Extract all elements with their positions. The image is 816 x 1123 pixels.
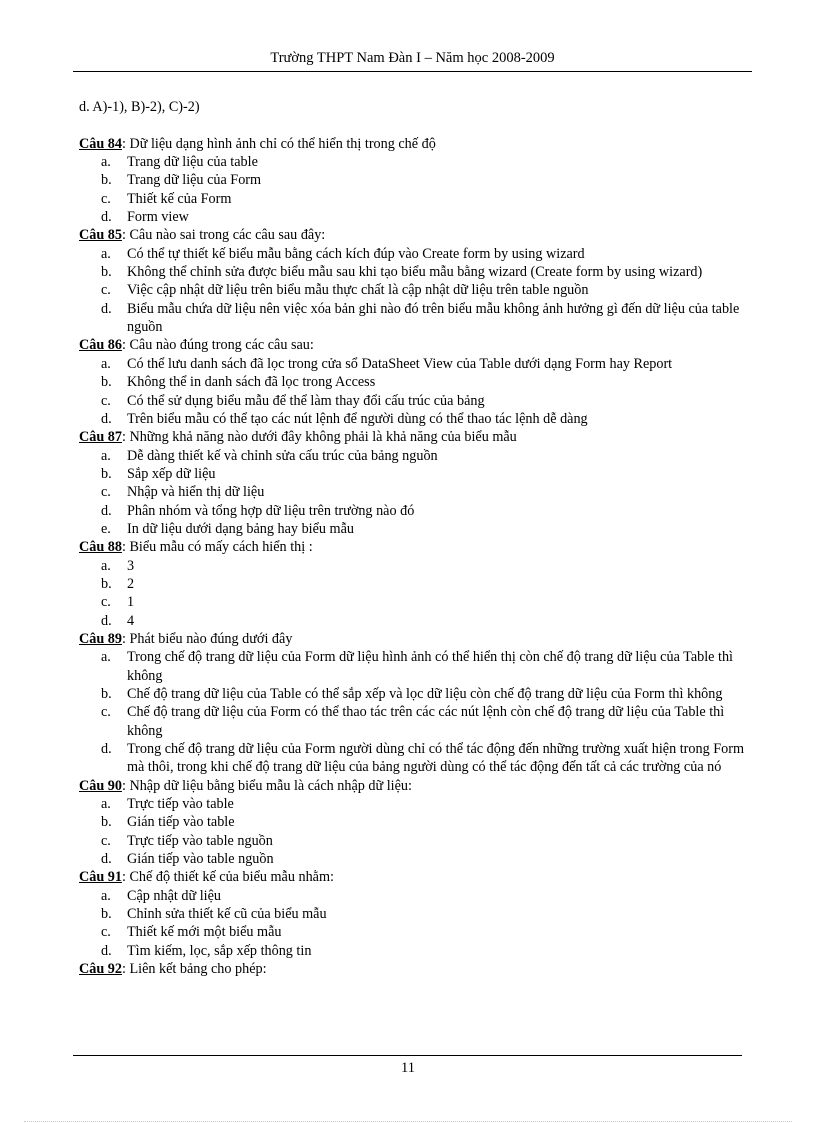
question-text: : Nhập dữ liệu bằng biểu mẫu là cách nhập dữ liệu: [121, 777, 412, 794]
question-stem [79, 428, 744, 446]
page-break-line [24, 1121, 792, 1122]
answer-option [79, 245, 744, 263]
question-text: : Chế độ thiết kế của biểu mẫu nhằm: [121, 869, 334, 886]
option-marker: b. [101, 264, 112, 281]
answer-option [79, 923, 744, 941]
option-text: Trong chế độ trang dữ liệu của Form dữ liệu hình ảnh có thể hiển thị còn chế độ trang dữ liệu của Table thì không [127, 649, 733, 684]
option-marker: a. [101, 355, 111, 372]
document-body [79, 98, 744, 979]
question [79, 868, 744, 960]
option-list [79, 648, 744, 776]
question [79, 226, 744, 336]
question-text: : Câu nào sai trong các câu sau đây: [121, 227, 326, 244]
question-label: Câu 91 [79, 869, 122, 886]
question-text: : Phát biểu nào đúng dưới đây [121, 630, 293, 647]
question-stem [79, 336, 744, 354]
option-marker: b. [101, 686, 112, 702]
option-marker: d. [101, 851, 112, 868]
option-list [79, 795, 744, 868]
question [79, 630, 744, 777]
question-label: Câu 89 [79, 630, 122, 647]
answer-option [79, 410, 744, 428]
answer-option [79, 281, 744, 299]
question-label: Câu 87 [79, 429, 122, 446]
answer-option [79, 905, 744, 923]
answer-option [79, 355, 744, 373]
option-marker: d. [101, 410, 112, 427]
answer-option [79, 557, 744, 575]
question-label: Câu 85 [79, 227, 122, 244]
option-marker: e. [101, 520, 111, 537]
question-stem [79, 868, 744, 886]
question-text: : Những khả năng nào dưới đây không phải là khả năng của biểu mẫu [121, 429, 517, 446]
answer-option [79, 373, 744, 391]
option-text: Trên biểu mẫu có thể tạo các nút lệnh để người dùng có thể thao tác lệnh dễ dàng [127, 410, 588, 427]
option-marker: a. [101, 447, 111, 464]
page-header: Trường THPT Nam Đàn I – Năm học 2008-2009 [270, 50, 555, 66]
option-text: 3 [127, 557, 135, 574]
option-list [79, 153, 744, 226]
option-marker: a. [101, 245, 111, 262]
answer-option [79, 813, 744, 831]
option-list [79, 245, 744, 337]
answer-option [79, 612, 744, 630]
answer-option [79, 575, 744, 593]
question [79, 336, 744, 428]
question-stem [79, 226, 744, 244]
answer-option [79, 740, 744, 777]
answer-option [79, 447, 744, 465]
option-text: Form view [127, 209, 189, 226]
option-text: Chế độ trang dữ liệu của Form có thể thao tác trên các các nút lệnh còn chế độ trang dữ liệu của Table thì không [127, 704, 725, 739]
option-marker: c. [101, 704, 111, 721]
page-number: 11 [401, 1060, 415, 1076]
question-stem [79, 777, 744, 795]
option-text: Trực tiếp vào table [127, 796, 234, 813]
option-marker: c. [101, 484, 111, 501]
option-marker: c. [101, 832, 111, 849]
question-stem [79, 960, 744, 978]
option-list [79, 557, 744, 630]
footer-rule [73, 1055, 742, 1056]
option-text: Phân nhóm và tổng hợp dữ liệu trên trường nào đó [127, 502, 415, 519]
option-marker: a. [101, 887, 111, 904]
answer-option [79, 887, 744, 905]
question-text: : Dữ liệu dạng hình ảnh chỉ có thể hiển thị trong chế độ [121, 135, 436, 152]
option-marker: b. [101, 374, 112, 391]
option-text: In dữ liệu dưới dạng bảng hay biểu mẫu [127, 520, 354, 537]
option-marker: a. [101, 154, 111, 171]
answer-option [79, 850, 744, 868]
option-text: Tìm kiếm, lọc, sắp xếp thông tin [127, 942, 312, 959]
question-stem [79, 630, 744, 648]
option-marker: c. [101, 392, 111, 409]
answer-option [79, 465, 744, 483]
option-text: 2 [127, 575, 135, 592]
question-text: : Câu nào đúng trong các câu sau: [121, 337, 314, 354]
question-label: Câu 88 [79, 539, 122, 556]
option-text: Có thể lưu danh sách đã lọc trong cửa sổ DataSheet View của Table dưới dạng Form hay Report [127, 355, 673, 372]
answer-option [79, 685, 744, 703]
question [79, 135, 744, 227]
option-text: Không thể in danh sách đã lọc trong Access [127, 374, 376, 391]
option-marker: d. [101, 942, 112, 959]
answer-option [79, 208, 744, 226]
option-marker: b. [101, 172, 112, 189]
question [79, 960, 744, 978]
option-marker: c. [101, 594, 111, 611]
answer-option [79, 648, 744, 685]
question-text: : Liên kết bảng cho phép: [121, 961, 267, 978]
option-text: 1 [127, 594, 135, 611]
option-list [79, 887, 744, 960]
option-marker: b. [101, 465, 112, 482]
option-marker: b. [101, 575, 112, 592]
option-marker: d. [101, 741, 112, 758]
option-list [79, 355, 744, 428]
option-text: Trang dữ liệu của Form [127, 172, 262, 189]
option-marker: a. [101, 649, 111, 666]
option-text: Chế độ trang dữ liệu của Table có thể sắp xếp và lọc dữ liệu còn chế độ trang dữ liệu của Form thì không [127, 686, 723, 702]
option-text: Trong chế độ trang dữ liệu của Form người dùng chỉ có thể tác động đến những trường xuất hiện trong Form mà thôi, trong khi chế độ trang dữ liệu của bảng người dùng có thể tác động đến tất cả các trường của nó [127, 741, 744, 776]
option-text: Dễ dàng thiết kế và chỉnh sửa cấu trúc của bảng nguồn [127, 447, 438, 464]
option-text: Nhập và hiển thị dữ liệu [127, 484, 265, 501]
answer-option [79, 520, 744, 538]
option-text: Gián tiếp vào table nguồn [127, 851, 274, 868]
answer-option [79, 502, 744, 520]
answer-option [79, 703, 744, 740]
option-text: Biểu mẫu chứa dữ liệu nên việc xóa bản ghi nào đó trên biểu mẫu không ảnh hưởng gì đến dữ liệu của table nguồn [127, 300, 740, 336]
question [79, 428, 744, 538]
option-text: Chỉnh sửa thiết kế cũ của biểu mẫu [127, 906, 327, 923]
answer-option [79, 171, 744, 189]
option-text: Thiết kế mới một biểu mẫu [127, 924, 282, 941]
answer-option [79, 483, 744, 501]
question [79, 777, 744, 869]
question-label: Câu 92 [79, 961, 122, 978]
option-text: Có thể sử dụng biểu mẫu để thể làm thay đổi cấu trúc của bảng [127, 392, 485, 409]
option-text: Trang dữ liệu của table [127, 154, 258, 171]
question-stem [79, 538, 744, 556]
option-marker: c. [101, 282, 111, 299]
answer-option [79, 190, 744, 208]
option-marker: a. [101, 557, 111, 574]
option-marker: d. [101, 502, 112, 519]
answer-option [79, 153, 744, 171]
option-marker: c. [101, 924, 111, 941]
option-text: 4 [127, 612, 135, 629]
answer-option [79, 392, 744, 410]
option-text: Cập nhật dữ liệu [127, 887, 221, 904]
option-marker: d. [101, 209, 112, 226]
question-stem [79, 135, 744, 153]
header-rule [73, 71, 752, 72]
option-list [79, 447, 744, 539]
question-text: : Biểu mẫu có mấy cách hiển thị : [121, 539, 313, 556]
option-marker: b. [101, 906, 112, 923]
option-text: Gián tiếp vào table [127, 814, 235, 831]
option-text: Không thể chỉnh sửa được biểu mẫu sau khi tạo biểu mẫu bằng wizard (Create form by using wizard) [127, 264, 703, 281]
option-text: Việc cập nhật dữ liệu trên biểu mẫu thực chất là cập nhật dữ liệu trên table nguồn [127, 282, 589, 299]
answer-option [79, 593, 744, 611]
question-list [79, 135, 744, 979]
answer-option [79, 942, 744, 960]
previous-answer: d. A)-1), B)-2), C)-2) [79, 99, 200, 115]
question-label: Câu 90 [79, 777, 122, 794]
question [79, 538, 744, 630]
option-marker: c. [101, 190, 111, 207]
answer-option [79, 263, 744, 281]
answer-option [79, 300, 744, 337]
option-text: Sắp xếp dữ liệu [127, 465, 216, 482]
option-marker: a. [101, 796, 111, 813]
option-text: Trực tiếp vào table nguồn [127, 832, 273, 849]
answer-option [79, 832, 744, 850]
question-label: Câu 86 [79, 337, 122, 354]
question-label: Câu 84 [79, 135, 122, 152]
option-text: Thiết kế của Form [127, 190, 232, 207]
option-marker: d. [101, 612, 112, 629]
answer-option [79, 795, 744, 813]
option-marker: d. [101, 300, 112, 317]
option-marker: b. [101, 814, 112, 831]
option-text: Có thể tự thiết kế biểu mẫu bằng cách kích đúp vào Create form by using wizard [127, 245, 585, 262]
